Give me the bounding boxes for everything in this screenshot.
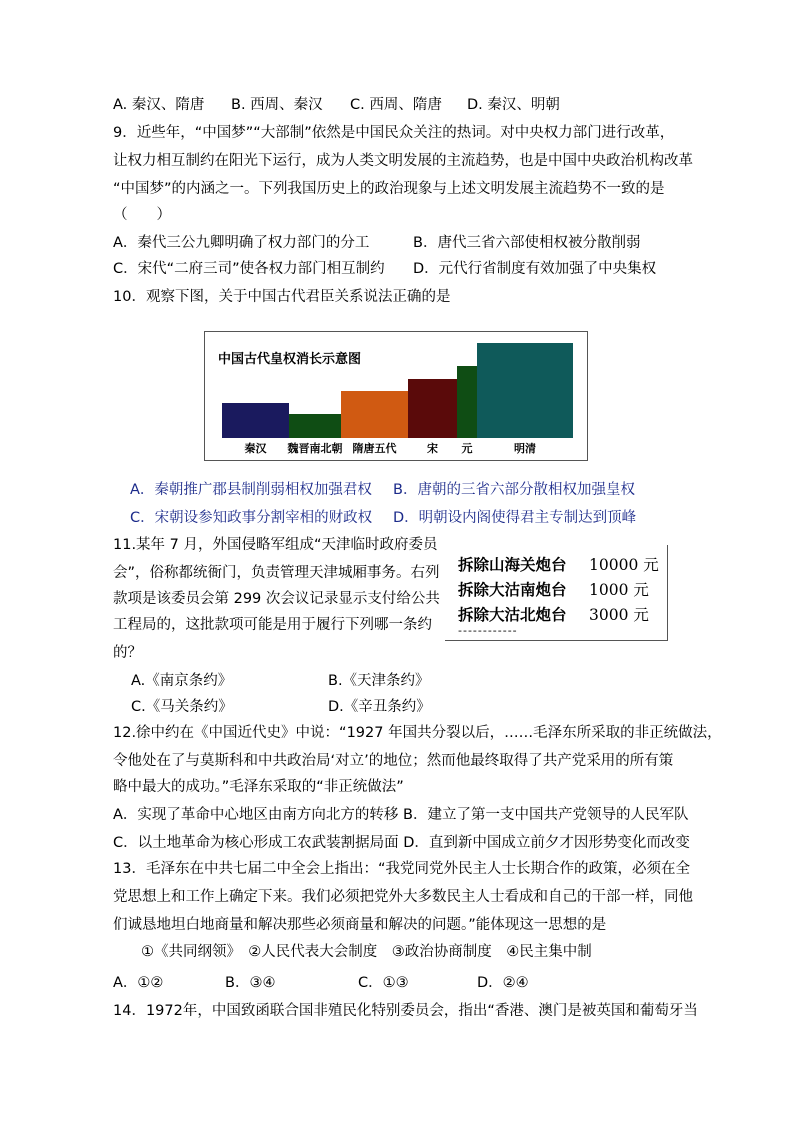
chart-title: 中国古代皇权消长示意图 bbox=[218, 352, 362, 367]
q13-option-a: A．①② bbox=[113, 975, 164, 991]
q11-option-b: B.《天津条约》 bbox=[328, 673, 430, 689]
q12-option-cd: C．以土地革命为核心形成工农武装割据局面 D．直到新中国成立前夕才因形势变化而改变 bbox=[113, 835, 690, 851]
q8-option-a: A. 秦汉、隋唐 bbox=[113, 97, 205, 113]
q12-line-1: 12.徐中约在《中国近代史》中说：“1927 年国共分裂以后，……毛泽东所采取的非正统做法， bbox=[113, 725, 722, 741]
q10-option-b: B．唐朝的三省六部分散相权加强皇权 bbox=[393, 482, 635, 498]
q9-line-3: “中国梦”的内涵之一。下列我国历史上的政治现象与上述文明发展主流趋势不一致的是 bbox=[113, 181, 665, 197]
q11-line-2: 会”，俗称都统衙门，负责管理天津城厢事务。右列 bbox=[113, 565, 440, 581]
q12-option-ab: A．实现了革命中心地区由南方向北方的转移 B．建立了第一支中国共产党领导的人民军队 bbox=[113, 807, 689, 823]
q9-option-c: C．宋代“二府三司”使各权力部门相互制约 bbox=[113, 261, 385, 277]
fee-item: 拆除大沽南炮台 bbox=[458, 580, 567, 599]
q13-option-b: B．③④ bbox=[225, 975, 276, 991]
q10-option-d: D．明朝设内阁使得君主专制达到顶峰 bbox=[393, 510, 637, 526]
fee-item: 拆除山海关炮台 bbox=[458, 555, 567, 574]
q9-option-a: A．秦代三公九卿明确了权力部门的分工 bbox=[113, 235, 370, 251]
fee-dashes: ------------ bbox=[458, 624, 518, 637]
fee-amount: 1000 元 bbox=[589, 581, 649, 599]
q11-line-5: 的？ bbox=[113, 645, 142, 661]
chart-bar bbox=[457, 366, 477, 438]
q12-line-3: 略中最大的成功。”毛泽东采取的“非正统做法” bbox=[113, 779, 404, 795]
chart-bar bbox=[289, 414, 341, 438]
chart-bar bbox=[341, 391, 408, 438]
q9-option-d: D．元代行省制度有效加强了中央集权 bbox=[413, 261, 657, 277]
q10-option-a: A．秦朝推广郡县制削弱相权加强君权 bbox=[130, 482, 372, 498]
q11-option-a: A.《南京条约》 bbox=[131, 673, 233, 689]
q9-line-4: （ ） bbox=[113, 207, 171, 223]
chart-category-label: 宋 bbox=[427, 442, 438, 455]
q13-items: ①《共同纲领》 ②人民代表大会制度 ③政治协商制度 ④民主集中制 bbox=[141, 944, 592, 960]
chart-category-label: 魏晋南北朝 bbox=[287, 442, 343, 455]
q11-line-3: 款项是该委员会第 299 次会议记录显示支付给公共 bbox=[113, 591, 440, 607]
q13-line-2: 党思想上和工作上确定下来。我们必须把党外大多数民主人士看成和自己的干部一样，同他 bbox=[113, 889, 693, 905]
q13-option-c: C．①③ bbox=[358, 975, 409, 991]
q11-line-1: 11.某年 7 月，外国侵略军组成“天津临时政府委员 bbox=[113, 537, 438, 553]
q8-option-c: C. 西周、隋唐 bbox=[350, 97, 442, 113]
chart-bar bbox=[477, 343, 573, 438]
q12-line-2: 令他处在了与莫斯科和中共政治局‘对立’的地位；然而他最终取得了共产党采用的所有策 bbox=[113, 753, 674, 769]
q11-option-d: D.《辛丑条约》 bbox=[328, 699, 431, 715]
q10-option-c: C．宋朝设参知政事分割宰相的财政权 bbox=[130, 510, 373, 526]
fee-amount: 3000 元 bbox=[589, 606, 649, 624]
chart-bar bbox=[222, 403, 289, 438]
q13-option-d: D．②④ bbox=[477, 975, 529, 991]
q8-option-b: B. 西周、秦汉 bbox=[231, 97, 323, 113]
q13-line-1: 13．毛泽东在中共七届二中全会上指出：“我党同党外民主人士长期合作的政策，必须在全 bbox=[113, 861, 690, 877]
fee-item: 拆除大沽北炮台 bbox=[458, 605, 567, 624]
q9-line-2: 让权力相互制约在阳光下运行，成为人类文明发展的主流趋势，也是中国中央政治机构改革 bbox=[113, 153, 693, 169]
q11-line-4: 工程局的，这批款项可能是用于履行下列哪一条约 bbox=[113, 617, 432, 633]
q10-question: 10．观察下图，关于中国古代君臣关系说法正确的是 bbox=[113, 289, 451, 305]
q14-line-1: 14．1972年，中国致函联合国非殖民化特别委员会，指出“香港、澳门是被英国和葡萄牙当 bbox=[113, 1003, 698, 1019]
q13-line-3: 们诚恳地坦白地商量和解决那些必须商量和解决的问题。”能体现这一思想的是 bbox=[113, 917, 607, 933]
fee-amount: 10000 元 bbox=[589, 556, 659, 574]
chart-category-label: 秦汉 bbox=[244, 442, 267, 455]
q9-option-b: B．唐代三省六部使相权被分散削弱 bbox=[413, 235, 641, 251]
chart-category-label: 元 bbox=[461, 442, 473, 455]
chart-category-label: 隋唐五代 bbox=[352, 442, 397, 455]
chart-bar bbox=[408, 379, 457, 438]
q9-line-1: 9．近些年，“中国梦”“大部制”依然是中国民众关注的热词。对中央权力部门进行改革， bbox=[113, 125, 675, 141]
q8-option-d: D. 秦汉、明朝 bbox=[467, 97, 560, 113]
chart-category-label: 明清 bbox=[514, 442, 536, 455]
q11-option-c: C.《马关条约》 bbox=[131, 699, 233, 715]
